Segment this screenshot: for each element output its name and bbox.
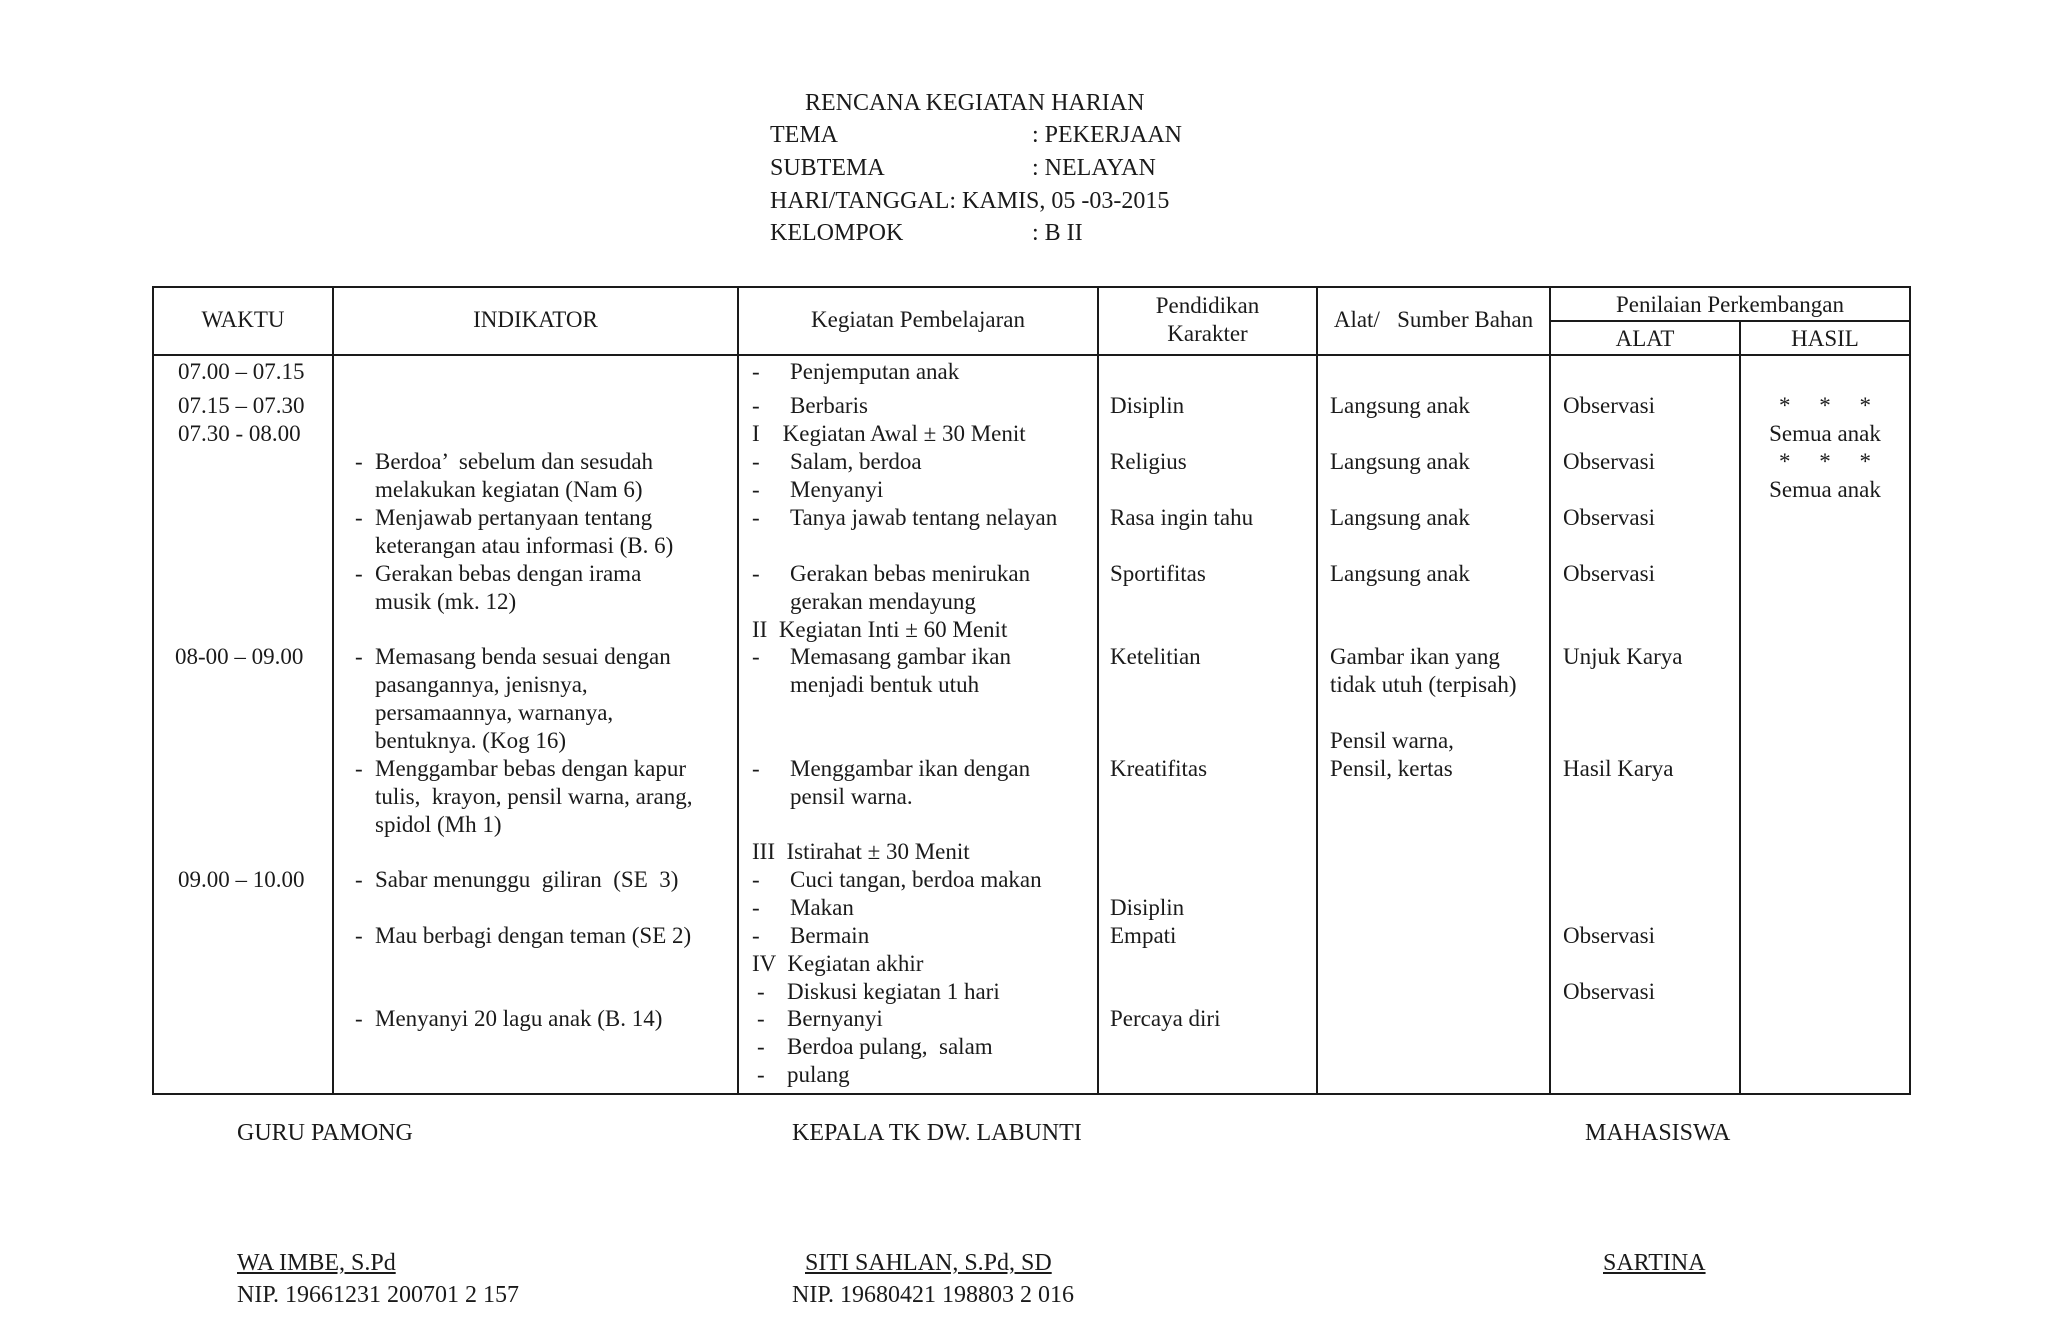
indikator-text: persamaannya, warnanya, [375, 700, 614, 725]
indikator-bullet: - [355, 867, 363, 892]
kegiatan-text: Menyanyi [790, 477, 884, 502]
mahasiswa-name: SARTINA [1603, 1250, 1706, 1276]
kegiatan-text: gerakan mendayung [790, 589, 976, 614]
indikator-text: melakukan kegiatan (Nam 6) [375, 477, 643, 502]
indikator-text: musik (mk. 12) [375, 589, 517, 614]
alat-cell: Observasi [1563, 979, 1655, 1004]
kegiatan-section: I Kegiatan Awal ± 30 Menit [752, 421, 1026, 446]
indikator-text: Menjawab pertanyaan tentang [375, 505, 653, 530]
indikator-text: Sabar menunggu giliran (SE 3) [375, 867, 679, 892]
sumber-cell: Pensil warna, [1330, 728, 1454, 753]
waktu-cell: 07.30 - 08.00 [178, 421, 301, 446]
indikator-text: Memasang benda sesuai dengan [375, 644, 671, 669]
hasil-stars: * * * [1779, 449, 1871, 474]
header-penilaian: Penilaian Perkembangan [1615, 292, 1844, 317]
alat-cell: Observasi [1563, 923, 1655, 948]
karakter-cell: Empati [1110, 923, 1177, 948]
kegiatan-section: III Istirahat ± 30 Menit [752, 839, 970, 864]
kegiatan-bullet: - [757, 1034, 765, 1059]
indikator-text: Menggambar bebas dengan kapur [375, 756, 687, 781]
kegiatan-bullet: - [752, 359, 760, 384]
indikator-text: bentuknya. (Kog 16) [375, 728, 566, 753]
indikator-bullet: - [355, 561, 363, 586]
alat-cell: Observasi [1563, 561, 1655, 586]
guru-pamong-role: GURU PAMONG [237, 1120, 413, 1146]
header-indikator: INDIKATOR [473, 307, 598, 332]
kegiatan-text: Bermain [790, 923, 870, 948]
kegiatan-bullet: - [752, 449, 760, 474]
kegiatan-text: Cuci tangan, berdoa makan [790, 867, 1042, 892]
sumber-cell: Gambar ikan yang [1330, 644, 1500, 669]
karakter-cell: Kreatifitas [1110, 756, 1208, 781]
hasil-cell: Semua anak [1769, 477, 1881, 502]
kepala-nip: NIP. 19680421 198803 2 016 [792, 1282, 1075, 1308]
header-alat: ALAT [1615, 326, 1675, 351]
karakter-cell: Disiplin [1110, 393, 1185, 418]
header-karakter-1: Pendidikan [1155, 293, 1260, 318]
waktu-cell: 07.00 – 07.15 [178, 359, 305, 384]
subtema-label: SUBTEMA [770, 155, 885, 181]
kegiatan-text: Tanya jawab tentang nelayan [790, 505, 1058, 530]
kegiatan-text: Berdoa pulang, salam [787, 1034, 993, 1059]
indikator-text: Gerakan bebas dengan irama [375, 561, 642, 586]
header-karakter-2: Karakter [1167, 321, 1248, 346]
header-waktu: WAKTU [201, 307, 285, 332]
kegiatan-bullet: - [752, 644, 760, 669]
kegiatan-text: Berbaris [790, 393, 868, 418]
sumber-cell: Langsung anak [1330, 561, 1470, 586]
kelompok-label: KELOMPOK [770, 220, 904, 246]
indikator-text: Mau berbagi dengan teman (SE 2) [375, 923, 692, 948]
indikator-bullet: - [355, 923, 363, 948]
subtema-value: : NELAYAN [1032, 155, 1156, 181]
alat-cell: Hasil Karya [1563, 756, 1674, 781]
indikator-text: spidol (Mh 1) [375, 812, 502, 837]
hari-tanggal: HARI/TANGGAL: KAMIS, 05 -03-2015 [770, 188, 1170, 214]
sumber-cell: Langsung anak [1330, 393, 1470, 418]
kegiatan-text: pensil warna. [790, 784, 913, 809]
kepala-name: SITI SAHLAN, S.Pd, SD [805, 1250, 1052, 1276]
tema-value: : PEKERJAAN [1032, 122, 1183, 148]
karakter-cell: Percaya diri [1110, 1006, 1221, 1031]
indikator-bullet: - [355, 449, 363, 474]
waktu-cell: 07.15 – 07.30 [178, 393, 305, 418]
kegiatan-bullet: - [757, 979, 765, 1004]
kegiatan-bullet: - [752, 756, 760, 781]
kegiatan-text: Penjemputan anak [790, 359, 960, 384]
kegiatan-section: II Kegiatan Inti ± 60 Menit [752, 617, 1008, 642]
kegiatan-bullet: - [752, 895, 760, 920]
kegiatan-text: Memasang gambar ikan [790, 644, 1011, 669]
page-title: RENCANA KEGIATAN HARIAN [805, 90, 1145, 116]
indikator-bullet: - [355, 644, 363, 669]
karakter-cell: Sportifitas [1110, 561, 1206, 586]
indikator-bullet: - [355, 1006, 363, 1031]
mahasiswa-role: MAHASISWA [1585, 1120, 1731, 1146]
kegiatan-text: Bernyanyi [787, 1006, 883, 1031]
kegiatan-bullet: - [757, 1006, 765, 1031]
sumber-cell: tidak utuh (terpisah) [1330, 672, 1517, 697]
indikator-text: pasangannya, jenisnya, [375, 672, 588, 697]
sumber-cell: Langsung anak [1330, 505, 1470, 530]
alat-cell: Observasi [1563, 393, 1655, 418]
alat-cell: Observasi [1563, 505, 1655, 530]
kegiatan-bullet: - [752, 505, 760, 530]
karakter-cell: Religius [1110, 449, 1187, 474]
hasil-stars: * * * [1779, 393, 1871, 418]
kegiatan-bullet: - [752, 393, 760, 418]
header-hasil: HASIL [1791, 326, 1859, 351]
kegiatan-bullet: - [752, 867, 760, 892]
kegiatan-bullet: - [752, 477, 760, 502]
indikator-bullet: - [355, 756, 363, 781]
alat-cell: Observasi [1563, 449, 1655, 474]
kegiatan-text: pulang [787, 1062, 850, 1087]
waktu-cell: 09.00 – 10.00 [178, 867, 305, 892]
kegiatan-text: menjadi bentuk utuh [790, 672, 980, 697]
hasil-cell: Semua anak [1769, 421, 1881, 446]
karakter-cell: Rasa ingin tahu [1110, 505, 1254, 530]
alat-cell: Unjuk Karya [1563, 644, 1683, 669]
header-alat-sumber: Alat/ Sumber Bahan [1333, 307, 1534, 332]
kegiatan-text: Menggambar ikan dengan [790, 756, 1031, 781]
kegiatan-text: Diskusi kegiatan 1 hari [787, 979, 1000, 1004]
indikator-text: keterangan atau informasi (B. 6) [375, 533, 674, 558]
kegiatan-bullet: - [757, 1062, 765, 1087]
karakter-cell: Disiplin [1110, 895, 1185, 920]
kegiatan-text: Makan [790, 895, 854, 920]
guru-pamong-name: WA IMBE, S.Pd [237, 1250, 396, 1276]
kegiatan-text: Gerakan bebas menirukan [790, 561, 1031, 586]
kelompok-value: : B II [1032, 220, 1083, 246]
indikator-text: tulis, krayon, pensil warna, arang, [375, 784, 693, 809]
kegiatan-bullet: - [752, 923, 760, 948]
sumber-cell: Langsung anak [1330, 449, 1470, 474]
indikator-text: Menyanyi 20 lagu anak (B. 14) [375, 1006, 663, 1031]
kegiatan-text: Salam, berdoa [790, 449, 922, 474]
indikator-text: Berdoa’ sebelum dan sesudah [375, 449, 654, 474]
sumber-cell: Pensil, kertas [1330, 756, 1453, 781]
indikator-bullet: - [355, 505, 363, 530]
header-kegiatan: Kegiatan Pembelajaran [811, 307, 1025, 332]
guru-pamong-nip: NIP. 19661231 200701 2 157 [237, 1282, 520, 1308]
kegiatan-section: IV Kegiatan akhir [752, 951, 924, 976]
kegiatan-bullet: - [752, 561, 760, 586]
kepala-role: KEPALA TK DW. LABUNTI [792, 1120, 1082, 1146]
karakter-cell: Ketelitian [1110, 644, 1201, 669]
tema-label: TEMA [770, 122, 838, 148]
waktu-cell: 08-00 – 09.00 [175, 644, 304, 669]
